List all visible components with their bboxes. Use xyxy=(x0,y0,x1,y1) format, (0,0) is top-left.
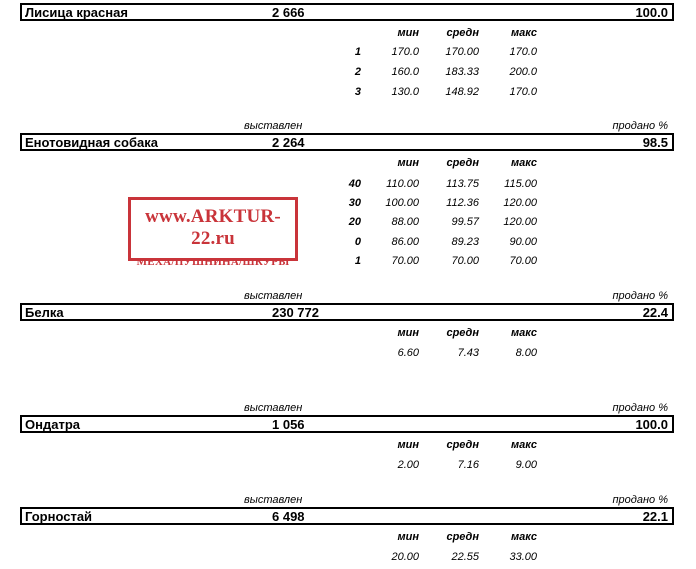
header-max: макс xyxy=(511,157,537,169)
exposed-label: выставлен xyxy=(244,402,303,414)
section-count: 6 498 xyxy=(272,509,305,524)
stamp-url: www.ARKTUR-22.ru xyxy=(145,206,281,249)
max-cell: 170.0 xyxy=(509,86,537,98)
min-cell: 20.00 xyxy=(391,551,419,563)
max-cell: 8.00 xyxy=(515,347,537,359)
grade-cell: 1 xyxy=(354,46,361,58)
max-cell: 115.00 xyxy=(504,178,537,190)
header-min: мин xyxy=(397,327,419,339)
min-cell: 88.00 xyxy=(391,216,419,228)
stamp-subtitle: МЕХА/ПУШНИНА/ШКУРЫ xyxy=(136,256,290,268)
header-avg: средн xyxy=(446,531,479,543)
max-cell: 170.0 xyxy=(509,46,537,58)
section-sold-pct: 22.4 xyxy=(642,305,668,320)
min-cell: 2.00 xyxy=(397,459,419,471)
section-sold-pct: 100.0 xyxy=(635,5,668,20)
exposed-label: выставлен xyxy=(244,290,303,302)
max-cell: 9.00 xyxy=(515,459,537,471)
section-name: Горностай xyxy=(25,509,93,524)
section-name: Лисица красная xyxy=(25,5,128,20)
min-cell: 170.0 xyxy=(391,46,419,58)
grade-cell: 3 xyxy=(354,86,361,98)
sold-label: продано % xyxy=(612,120,668,132)
header-max: макс xyxy=(511,27,537,39)
min-cell: 6.60 xyxy=(397,347,419,359)
section-count: 2 264 xyxy=(272,135,305,150)
min-cell: 100.00 xyxy=(385,197,419,209)
exposed-label: выставлен xyxy=(244,494,303,506)
grade-cell: 20 xyxy=(348,216,361,228)
header-min: мин xyxy=(397,27,419,39)
grade-cell: 2 xyxy=(354,66,361,78)
min-cell: 160.0 xyxy=(391,66,419,78)
grade-cell: 40 xyxy=(348,178,361,190)
header-max: макс xyxy=(511,531,537,543)
header-min: мин xyxy=(397,157,419,169)
section-bar-muskrat xyxy=(20,415,674,433)
section-sold-pct: 98.5 xyxy=(642,135,668,150)
section-name: Енотовидная собака xyxy=(25,135,158,150)
avg-cell: 113.75 xyxy=(446,178,479,190)
avg-cell: 7.16 xyxy=(457,459,479,471)
max-cell: 120.00 xyxy=(503,197,537,209)
grade-cell: 1 xyxy=(354,255,361,267)
section-sold-pct: 22.1 xyxy=(642,509,668,524)
header-avg: средн xyxy=(446,327,479,339)
max-cell: 120.00 xyxy=(503,216,537,228)
avg-cell: 7.43 xyxy=(457,347,479,359)
avg-cell: 89.23 xyxy=(451,236,479,248)
section-sold-pct: 100.0 xyxy=(635,417,668,432)
section-bar-squirrel xyxy=(20,303,674,321)
avg-cell: 99.57 xyxy=(451,216,479,228)
header-max: макс xyxy=(511,327,537,339)
max-cell: 33.00 xyxy=(509,551,537,563)
min-cell: 86.00 xyxy=(391,236,419,248)
avg-cell: 112.36 xyxy=(446,197,479,209)
avg-cell: 70.00 xyxy=(451,255,479,267)
section-name: Белка xyxy=(25,305,64,320)
header-avg: средн xyxy=(446,27,479,39)
header-min: мин xyxy=(397,439,419,451)
section-count: 2 666 xyxy=(272,5,305,20)
section-bar-red-fox xyxy=(20,3,674,21)
section-bar-stoat xyxy=(20,507,674,525)
grade-cell: 0 xyxy=(354,236,361,248)
sold-label: продано % xyxy=(612,494,668,506)
exposed-label: выставлен xyxy=(244,120,303,132)
grade-cell: 30 xyxy=(348,197,361,209)
section-name: Ондатра xyxy=(25,417,80,432)
min-cell: 130.0 xyxy=(391,86,419,98)
sold-label: продано % xyxy=(612,290,668,302)
avg-cell: 148.92 xyxy=(445,86,479,98)
header-avg: средн xyxy=(446,439,479,451)
section-count: 230 772 xyxy=(272,305,319,320)
header-max: макс xyxy=(511,439,537,451)
header-avg: средн xyxy=(446,157,479,169)
max-cell: 70.00 xyxy=(509,255,537,267)
sold-label: продано % xyxy=(612,402,668,414)
avg-cell: 183.33 xyxy=(445,66,479,78)
min-cell: 110.00 xyxy=(386,178,419,190)
arktur-stamp xyxy=(128,197,298,268)
section-bar-raccoon-dog xyxy=(20,133,674,151)
min-cell: 70.00 xyxy=(391,255,419,267)
max-cell: 200.0 xyxy=(509,66,537,78)
avg-cell: 22.55 xyxy=(451,551,479,563)
section-count: 1 056 xyxy=(272,417,305,432)
header-min: мин xyxy=(397,531,419,543)
max-cell: 90.00 xyxy=(509,236,537,248)
avg-cell: 170.00 xyxy=(445,46,479,58)
